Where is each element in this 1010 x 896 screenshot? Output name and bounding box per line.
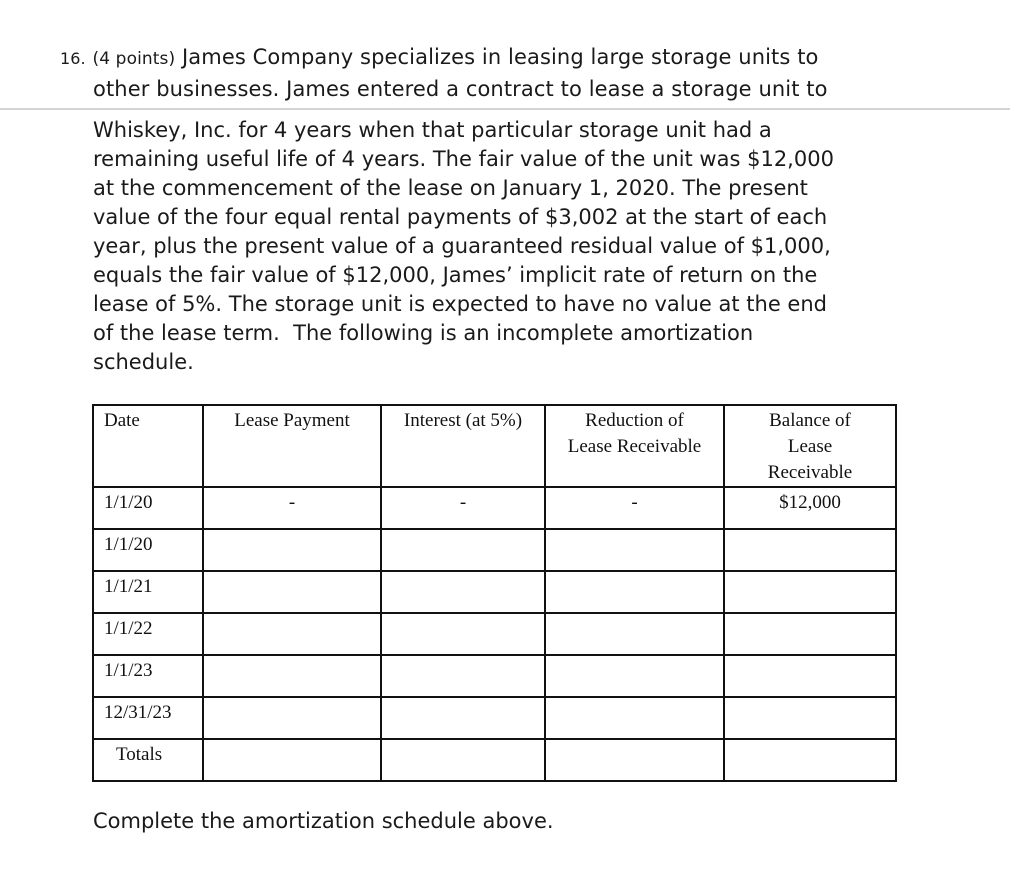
question-header-line1: James Company specializes in leasing large storage units to [182,45,819,69]
cell-reduction[interactable] [545,739,724,781]
body-line: value of the four equal rental payments of $3,002 at the start of each [93,205,828,229]
cell-reduction[interactable] [545,613,724,655]
question-points: (4 points) [92,49,176,69]
cell-lease-payment[interactable] [203,739,381,781]
cell-balance[interactable] [724,655,896,697]
cell-interest[interactable] [381,571,545,613]
cell-interest[interactable] [381,655,545,697]
table-row [93,529,896,571]
table-row [93,487,896,529]
cell-reduction[interactable] [545,571,724,613]
cell-balance[interactable] [724,529,896,571]
cell-totals-label: Totals [93,739,203,781]
cell-balance[interactable] [724,613,896,655]
cell-balance[interactable] [724,739,896,781]
cell-reduction[interactable] [545,655,724,697]
cell-date: 12/31/23 [93,697,203,739]
header-reduction: Reduction of Lease Receivable [545,405,724,487]
page-divider [0,108,1010,110]
table-row [93,697,896,739]
cell-interest[interactable] [381,739,545,781]
header-interest: Interest (at 5%) [381,405,545,487]
cell-reduction[interactable] [545,529,724,571]
cell-balance[interactable] [724,571,896,613]
cell-reduction[interactable] [545,697,724,739]
question-header-line2: other businesses. James entered a contract to lease a storage unit to [93,77,828,101]
cell-date: 1/1/20 [93,529,203,571]
body-line: lease of 5%. The storage unit is expected to have no value at the end [93,292,827,316]
header-date: Date [93,405,203,487]
cell-lease-payment[interactable] [203,697,381,739]
table-row [93,655,896,697]
question-body [93,116,923,377]
cell-lease-payment[interactable] [203,613,381,655]
body-line: schedule. [93,350,194,374]
cell-date: 1/1/21 [93,571,203,613]
instruction-text: Complete the amortization schedule above. [93,809,554,833]
cell-lease-payment[interactable] [203,571,381,613]
table-header-row [93,405,896,487]
cell-date: 1/1/20 [93,487,203,529]
body-line: of the lease term. The following is an incomplete amortization [93,321,754,345]
header-lease-payment: Lease Payment [203,405,381,487]
question-number: 16. [60,49,86,68]
cell-date: 1/1/23 [93,655,203,697]
cell-interest[interactable] [381,613,545,655]
cell-reduction[interactable]: - [545,487,724,529]
question-header [60,42,940,104]
cell-date: 1/1/22 [93,613,203,655]
cell-interest[interactable] [381,529,545,571]
cell-interest[interactable]: - [381,487,545,529]
cell-lease-payment[interactable] [203,529,381,571]
body-line: Whiskey, Inc. for 4 years when that particular storage unit had a [93,118,772,142]
body-line: equals the fair value of $12,000, James’ implicit rate of return on the [93,263,818,287]
body-line: remaining useful life of 4 years. The fair value of the unit was $12,000 [93,147,834,171]
table-row [93,571,896,613]
header-balance: Balance of Lease Receivable [724,405,896,487]
body-line: year, plus the present value of a guaranteed residual value of $1,000, [93,234,831,258]
table-row [93,613,896,655]
cell-balance[interactable] [724,697,896,739]
cell-lease-payment[interactable] [203,655,381,697]
cell-interest[interactable] [381,697,545,739]
table-row-totals [93,739,896,781]
amortization-table [92,404,897,782]
body-line: at the commencement of the lease on January 1, 2020. The present [93,176,808,200]
cell-lease-payment[interactable]: - [203,487,381,529]
cell-balance[interactable]: $12,000 [724,487,896,529]
